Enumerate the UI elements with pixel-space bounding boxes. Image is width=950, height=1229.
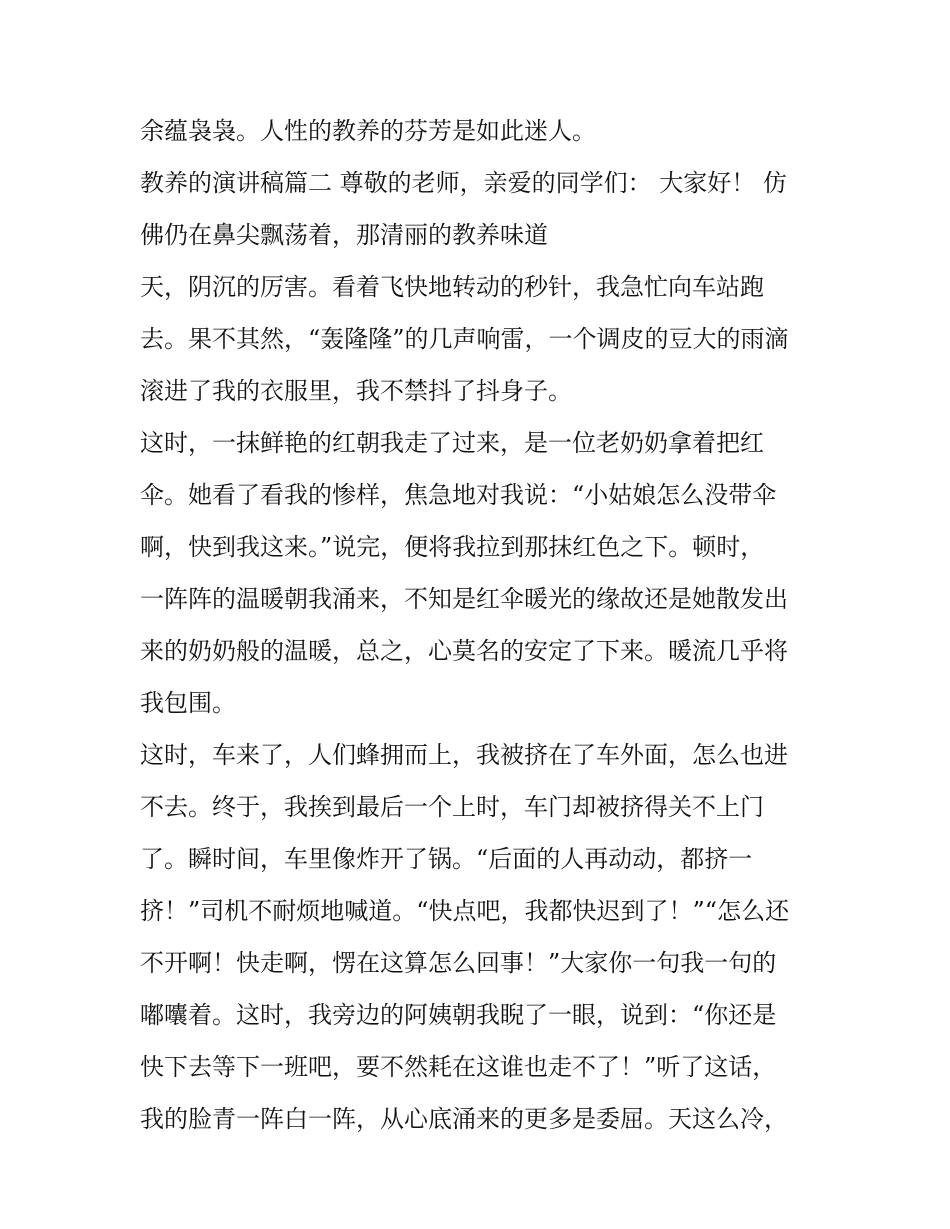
- text-line: 一阵阵的温暖朝我涌来，不知是红伞暖光的缘故还是她散发出: [140, 585, 788, 613]
- text-line: 伞。她看了看我的惨样，焦急地对我说：“小姑娘怎么没带伞: [140, 481, 777, 509]
- text-line: 嘟囔着。这时，我旁边的阿姨朝我睨了一眼，说到：“你还是: [140, 1001, 777, 1029]
- text-line: 教养的演讲稿篇二 尊敬的老师，亲爱的同学们： 大家好！ 仿: [140, 169, 787, 197]
- text-line: 这时，一抹鲜艳的红朝我走了过来，是一位老奶奶拿着把红: [140, 429, 764, 457]
- text-line: 我的脸青一阵白一阵，从心底涌来的更多是委屈。天这么冷，: [140, 1105, 788, 1133]
- text-line: 我包围。: [140, 689, 236, 717]
- text-line: 去。果不其然，“轰隆隆”的几声响雷，一个调皮的豆大的雨滴: [140, 325, 789, 353]
- text-line: 啊，快到我这来。”说完，便将我拉到那抹红色之下。顿时，: [140, 533, 765, 561]
- text-line: 不开啊！快走啊，愣在这算怎么回事！”大家你一句我一句的: [140, 949, 777, 977]
- text-line: 滚进了我的衣服里，我不禁抖了抖身子。: [140, 377, 572, 405]
- text-line: 佛仍在鼻尖飘荡着，那清丽的教养味道: [140, 221, 548, 249]
- text-line: 快下去等下一班吧，要不然耗在这谁也走不了！”听了这话，: [140, 1053, 777, 1081]
- document-body: [140, 105, 830, 1145]
- text-line: 不去。终于，我挨到最后一个上时，车门却被挤得关不上门: [140, 793, 764, 821]
- text-line: 余蕴袅袅。人性的教养的芬芳是如此迷人。: [140, 117, 596, 145]
- text-line: 天，阴沉的厉害。看着飞快地转动的秒针，我急忙向车站跑: [140, 273, 764, 301]
- text-line: 挤！”司机不耐烦地喊道。“快点吧，我都快迟到了！”“怎么还: [140, 897, 790, 925]
- text-line: 这时，车来了，人们蜂拥而上，我被挤在了车外面，怎么也进: [140, 741, 788, 769]
- text-line: 了。瞬时间，车里像炸开了锅。“后面的人再动动，都挤一: [140, 845, 753, 873]
- text-line: 来的奶奶般的温暖，总之，心莫名的安定了下来。暖流几乎将: [140, 637, 788, 665]
